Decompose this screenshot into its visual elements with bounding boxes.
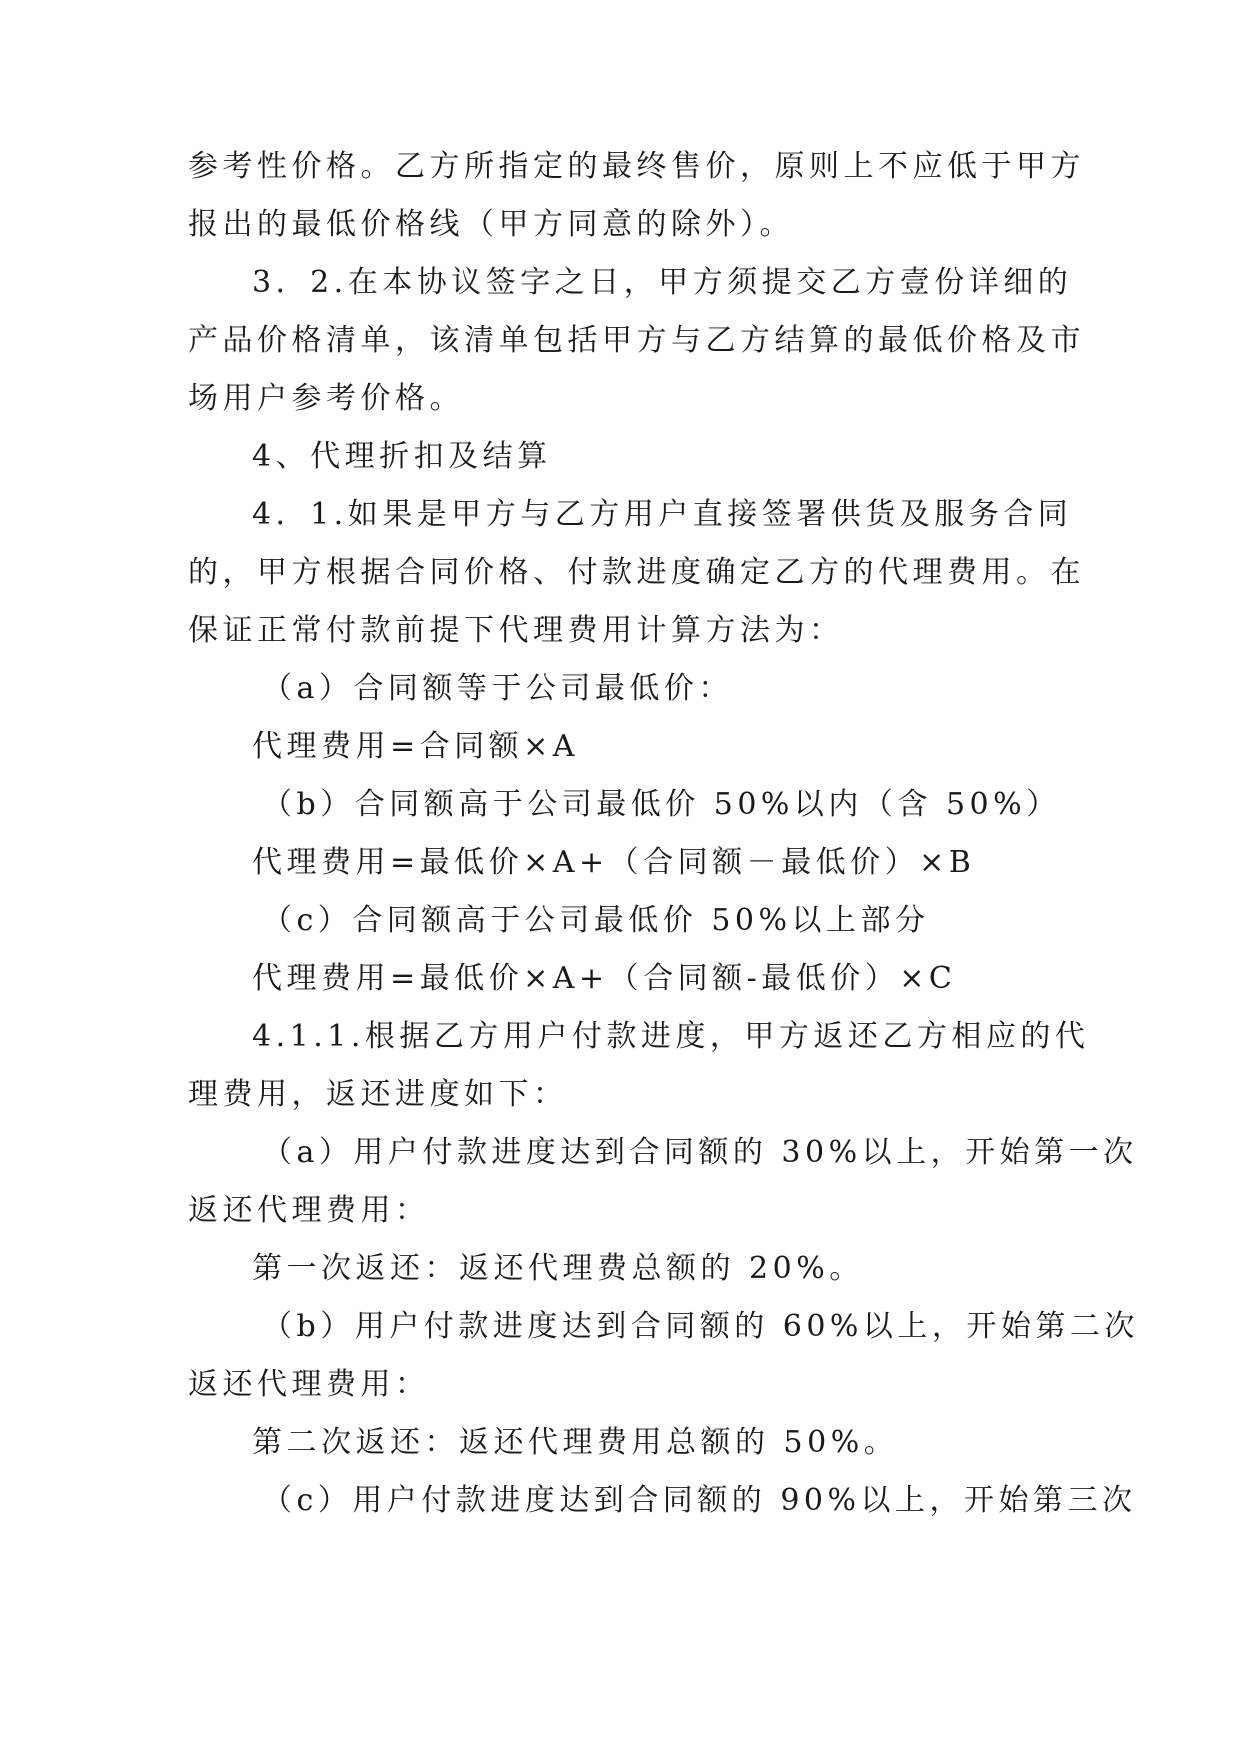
text-line: 返还代理费用： <box>188 1367 430 1402</box>
text-line: 返还代理费用： <box>188 1193 430 1228</box>
text-line: 4.1.1.根据乙方用户付款进度，甲方返还乙方相应的代 <box>252 1019 1090 1054</box>
text-line: 3．2.在本协议签字之日，甲方须提交乙方壹份详细的 <box>252 265 1073 300</box>
text-line: 报出的最低价格线（甲方同意的除外）。 <box>188 207 794 242</box>
text-line: 保证正常付款前提下代理费用计算方法为： <box>188 613 844 648</box>
text-line: 理费用，返还进度如下： <box>188 1077 568 1112</box>
text-line: 第二次返还：返还代理费用总额的 50%。 <box>252 1425 899 1460</box>
text-line: 参考性价格。乙方所指定的最终售价，原则上不应低于甲方 <box>188 149 1085 184</box>
text-line: 的，甲方根据合同价格、付款进度确定乙方的代理费用。在 <box>188 555 1085 590</box>
text-line: （b）合同额高于公司最低价 50%以内（含 50%） <box>262 787 1061 822</box>
text-line: （c）合同额高于公司最低价 50%以上部分 <box>262 903 930 938</box>
text-line: 场用户参考价格。 <box>188 381 464 416</box>
text-line: （b）用户付款进度达到合同额的 60%以上，开始第二次 <box>262 1309 1139 1344</box>
text-line: （a）合同额等于公司最低价： <box>262 671 733 706</box>
formula-line: 代理费用=最低价×A+（合同额－最低价）×B <box>252 845 976 880</box>
text-line: 第一次返还：返还代理费总额的 20%。 <box>252 1251 864 1286</box>
text-line: （c）用户付款进度达到合同额的 90%以上，开始第三次 <box>262 1483 1137 1518</box>
text-line: （a）用户付款进度达到合同额的 30%以上，开始第一次 <box>262 1135 1138 1170</box>
text-line: 产品价格清单，该清单包括甲方与乙方结算的最低价格及市 <box>188 323 1085 358</box>
text-line: 4．1.如果是甲方与乙方用户直接签署供货及服务合同 <box>252 497 1073 532</box>
formula-line: 代理费用=最低价×A+（合同额-最低价）×C <box>252 961 957 996</box>
formula-line: 代理费用=合同额×A <box>252 729 579 764</box>
section-heading: 4、代理折扣及结算 <box>252 439 552 474</box>
